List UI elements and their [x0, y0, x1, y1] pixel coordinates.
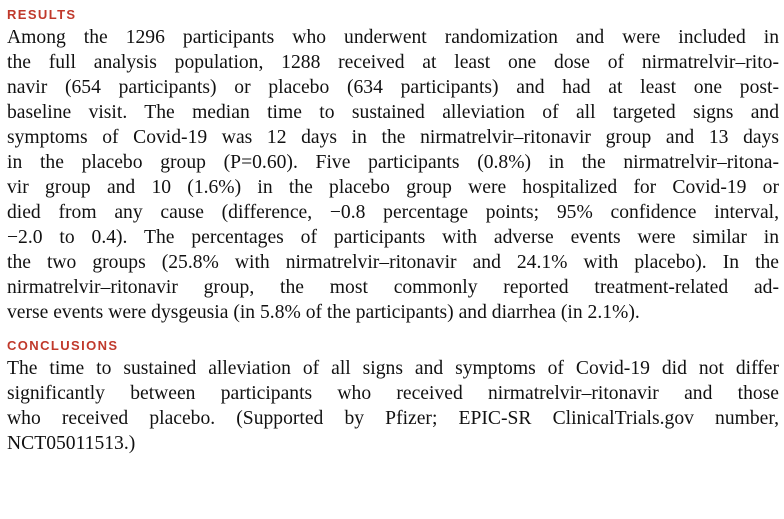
results-paragraph [7, 25, 779, 325]
results-line: in the placebo group (P=0.60). Five participants (0.8%) in the nirmatrelvir–ritona- [7, 152, 779, 173]
results-line: nirmatrelvir–ritonavir group, the most commonly reported treatment-related ad- [7, 277, 779, 298]
results-heading: RESULTS [7, 7, 77, 22]
conclusions-line: significantly between participants who received nirmatrelvir–ritonavir and those [7, 383, 779, 404]
results-line: vir group and 10 (1.6%) in the placebo group were hospitalized for Covid-19 or [7, 177, 779, 198]
conclusions-paragraph [7, 356, 779, 456]
abstract-excerpt [7, 2, 779, 456]
conclusions-line: who received placebo. (Supported by Pfizer; EPIC-SR ClinicalTrials.gov number, [7, 408, 779, 429]
results-line: symptoms of Covid-19 was 12 days in the nirmatrelvir–ritonavir group and 13 days [7, 127, 779, 148]
results-line: verse events were dysgeusia (in 5.8% of the participants) and diarrhea (in 2.1%). [7, 302, 640, 323]
results-line: −2.0 to 0.4). The percentages of participants with adverse events were similar in [7, 227, 779, 248]
results-line: died from any cause (difference, −0.8 percentage points; 95% confidence interval, [7, 202, 779, 223]
results-line: the two groups (25.8% with nirmatrelvir–ritonavir and 24.1% with placebo). In the [7, 252, 779, 273]
results-line: the full analysis population, 1288 received at least one dose of nirmatrelvir–rito- [7, 52, 779, 73]
conclusions-line: The time to sustained alleviation of all signs and symptoms of Covid-19 did not differ [7, 358, 779, 379]
conclusions-heading: CONCLUSIONS [7, 338, 119, 353]
results-line: navir (654 participants) or placebo (634 participants) and had at least one post- [7, 77, 779, 98]
results-line: baseline visit. The median time to sustained alleviation of all targeted signs and [7, 102, 779, 123]
conclusions-line: NCT05011513.) [7, 433, 136, 454]
results-line: Among the 1296 participants who underwent randomization and were included in [7, 27, 779, 48]
